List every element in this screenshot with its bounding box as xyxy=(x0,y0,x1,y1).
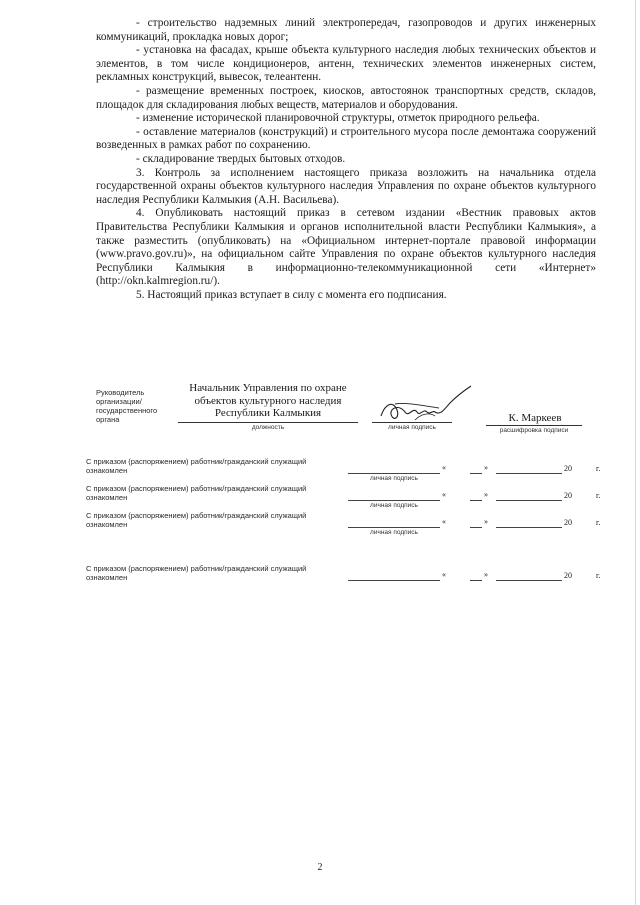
ack-signature-line xyxy=(348,527,440,528)
ack-month-line xyxy=(496,527,562,528)
ack-signature-line xyxy=(348,580,440,581)
position-caption: должность xyxy=(251,424,285,431)
ack-signature-caption: личная подпись xyxy=(370,502,418,509)
acknowledgement-row: С приказом (распоряжением) работник/гражданский служащий ознакомлен личная подпись « » 20 г. xyxy=(86,457,601,482)
name-caption: расшифровка подписи xyxy=(499,427,569,434)
paragraph-facade-installations: - установка на фасадах, крыше объекта культурного наследия любых технических объектов и элементов, в том числе кондиционеров, антенн, технических элементов инженерных систем, рекламных конструкций, вывесок, телеантенн. xyxy=(96,44,596,84)
signer-name: К. Маркеев xyxy=(508,412,562,424)
head-position-title: Начальник Управления по охране объектов культурного наследия Республики Калмыкия xyxy=(189,382,347,419)
ack-month-line xyxy=(496,473,562,474)
signature-line xyxy=(372,422,452,423)
position-line xyxy=(178,422,358,423)
ack-signature-line xyxy=(348,500,440,501)
acknowledgement-label: С приказом (распоряжением) работник/гражданский служащий ознакомлен xyxy=(86,564,307,582)
ack-signature-line xyxy=(348,473,440,474)
acknowledgement-row: С приказом (распоряжением) работник/гражданский служащий ознакомлен « » 20 г. xyxy=(86,564,601,582)
name-line xyxy=(486,425,582,426)
paragraph-planning-structure: - изменение исторической планировочной структуры, отметок природного рельефа. xyxy=(136,112,540,125)
acknowledgement-label: С приказом (распоряжением) работник/гражданский служащий ознакомлен xyxy=(86,484,307,502)
acknowledgement-label: С приказом (распоряжением) работник/гражданский служащий ознакомлен xyxy=(86,511,307,529)
page-number: 2 xyxy=(317,862,323,873)
paragraph-solid-waste: - складирование твердых бытовых отходов. xyxy=(136,152,346,165)
scan-edge-line xyxy=(635,0,636,905)
ack-month-line xyxy=(496,500,562,501)
head-of-organization-caption: Руководитель организации/государственного органа xyxy=(96,388,158,424)
ack-month-line xyxy=(496,580,562,581)
paragraph-power-lines: - строительство надземных линий электропередач, газопроводов и других инженерных коммуникаций, прокладка новых дорог; xyxy=(96,17,596,43)
paragraph-effective: 5. Настоящий приказ вступает в силу с момента его подписания. xyxy=(136,288,447,301)
signature-caption: личная подпись xyxy=(388,424,436,431)
order-body-text xyxy=(96,17,596,302)
paragraph-temporary-buildings: - размещение временных построек, киосков, автостоянок транспортных средств, складов, площадок для складирования любых веществ, материалов и оборудования. xyxy=(96,84,596,111)
acknowledgement-label: С приказом (распоряжением) работник/гражданский служащий ознакомлен xyxy=(86,457,307,475)
paragraph-construction-debris: - оставление материалов (конструкций) и строительного мусора после демонтажа сооружений возведенных в рамках работ по сохранению. xyxy=(96,125,596,152)
ack-signature-caption: личная подпись xyxy=(370,529,418,536)
ack-signature-caption: личная подпись xyxy=(370,475,418,482)
acknowledgement-row: С приказом (распоряжением) работник/гражданский служащий ознакомлен личная подпись « » 20 г. xyxy=(86,484,601,509)
acknowledgement-row: С приказом (распоряжением) работник/гражданский служащий ознакомлен личная подпись « » 20 г. xyxy=(86,511,601,536)
paragraph-control: 3. Контроль за исполнением настоящего приказа возложить на начальника отдела государственной охраны объектов культурного наследия Управления по охране объектов культурного наследия Республики Калмыкия (А.Н. Васильева). xyxy=(96,166,596,206)
signature-block xyxy=(0,380,640,440)
paragraph-publication: 4. Опубликовать настоящий приказ в сетевом издании «Вестник правовых актов Правительства Республики Калмыкия и органов исполнительной власти Республики Калмыкия», а также разместить (опубликовать) на «Официальном интернет-портале правовой информации (www.pravo.gov.ru)», на официальном сайте Управления по охране объектов культурного наследия Республики Калмыкия в информационно-телекоммуникационной сети «Интернет» (http://okn.kalmregion.ru/). xyxy=(96,207,596,288)
